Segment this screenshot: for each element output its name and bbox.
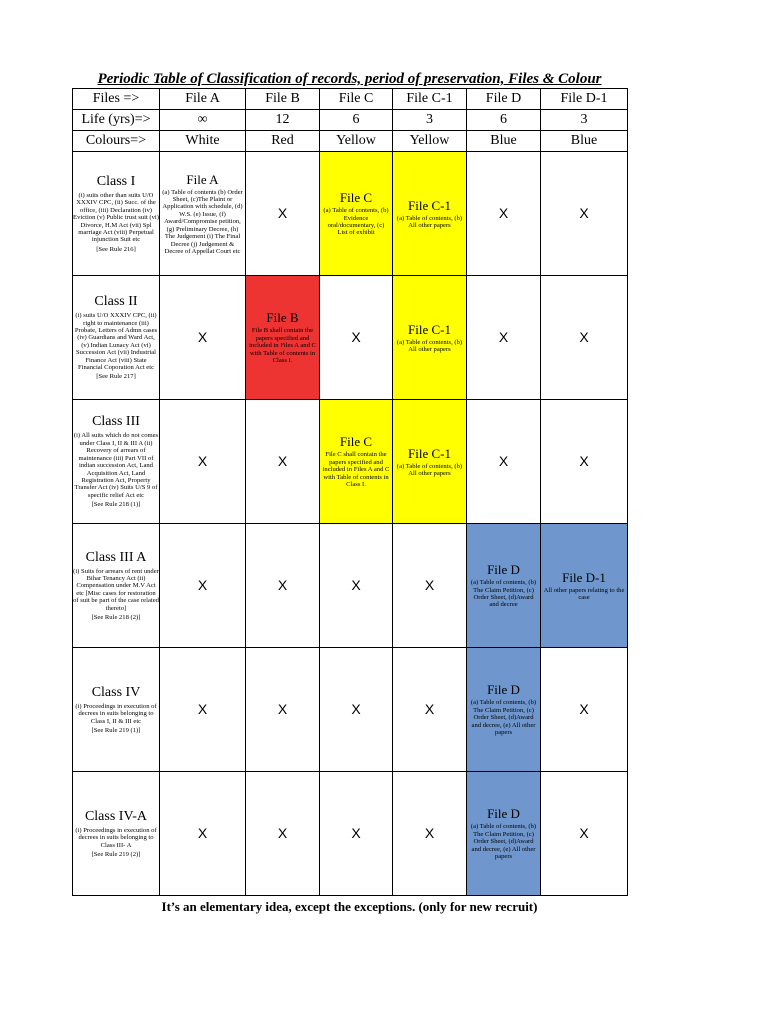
x-mark: X bbox=[498, 328, 509, 345]
class-description: (i) Suits for arrears of rent under Bihar Tenancy Act (ii) Compensation under M.V Act etc [Misc cases for restoration of suit be part of the case related thereto] bbox=[73, 567, 159, 612]
colours-col-c1: Yellow bbox=[393, 131, 467, 152]
file-c1-cell bbox=[393, 152, 467, 276]
class-row-class-iii bbox=[73, 400, 628, 524]
not-applicable-cell bbox=[541, 772, 628, 896]
colours-header-row bbox=[73, 131, 628, 152]
class-row-class-iv-a bbox=[73, 772, 628, 896]
class-row-class-i bbox=[73, 152, 628, 276]
x-mark: X bbox=[277, 204, 288, 221]
x-mark: X bbox=[197, 576, 208, 593]
not-applicable-cell bbox=[541, 400, 628, 524]
file-description: File B shall contain the papers specified and included in Files A and C with Table of contents in Class I. bbox=[249, 327, 316, 365]
not-applicable-cell bbox=[246, 400, 320, 524]
class-header bbox=[73, 276, 160, 400]
file-description: (a) Table of contents, (b) All other papers bbox=[396, 214, 463, 229]
class-description: (i) suits other than suits U/O XXXIV CPC, (ii) Succ. of the office, (iii) Declaration (iv) Eviction (v) Public trust suit (vi) Divorce, H.M Act (vii) Spl marriage Act (viii) Perpetual injunction Suit etc bbox=[73, 191, 159, 244]
file-b-cell bbox=[246, 276, 320, 400]
colours-col-c: Yellow bbox=[320, 131, 393, 152]
not-applicable-cell bbox=[393, 524, 467, 648]
class-name: Class I bbox=[96, 173, 136, 189]
not-applicable-cell bbox=[246, 152, 320, 276]
file-name: File D bbox=[487, 806, 520, 822]
class-description: (i) suits U/O XXXIV CPC, (ii) right to maintenance (iii) Probate, Letters of Admn cases (iv) Guardians and Ward Act, (v) Indian Lunacy Act (vi) Succession Act (vii) Industrial Finance Act (viii) State Financial Coporation Act etc bbox=[74, 312, 158, 372]
x-mark: X bbox=[351, 576, 361, 593]
file-d-cell bbox=[467, 772, 541, 896]
file-d-cell bbox=[467, 648, 541, 772]
not-applicable-cell bbox=[393, 772, 467, 896]
class-description: (i) Proceedings in execution of decrees in suits belonging to Class III- A bbox=[75, 826, 157, 849]
not-applicable-cell bbox=[160, 772, 246, 896]
life-col-c1: 3 bbox=[393, 110, 467, 131]
class-name: Class III bbox=[92, 414, 140, 430]
file-d1-cell bbox=[541, 524, 628, 648]
not-applicable-cell bbox=[160, 648, 246, 772]
class-rule: [See Rule 218 (1)] bbox=[91, 501, 141, 509]
class-row-class-ii bbox=[73, 276, 628, 400]
file-c1-cell bbox=[393, 400, 467, 524]
class-row-class-iii-a bbox=[73, 524, 628, 648]
colours-col-d1: Blue bbox=[541, 131, 628, 152]
class-header bbox=[73, 772, 160, 896]
file-name: File D bbox=[487, 562, 520, 578]
file-c-cell bbox=[320, 400, 393, 524]
class-rule: [See Rule 218 (2)] bbox=[91, 614, 141, 622]
file-name: File C-1 bbox=[408, 321, 451, 337]
files-col-c1: File C-1 bbox=[393, 89, 467, 110]
class-name: Class III A bbox=[85, 549, 147, 565]
colours-col-a: White bbox=[160, 131, 246, 152]
not-applicable-cell bbox=[246, 648, 320, 772]
x-mark: X bbox=[351, 700, 361, 717]
life-col-c: 6 bbox=[320, 110, 393, 131]
class-rule: [See Rule 219 (2)] bbox=[91, 850, 141, 858]
files-col-d1: File D-1 bbox=[541, 89, 628, 110]
x-mark: X bbox=[424, 700, 435, 717]
class-rule: [See Rule 216] bbox=[96, 245, 136, 253]
not-applicable-cell bbox=[393, 648, 467, 772]
class-name: Class IV-A bbox=[84, 808, 148, 824]
class-description: (i) All suits which do not comes under Class I, II & III A (ii) Recovery of arrears of maintenance (iii) Part VII of indian succession Act, Land Acquisition Act, Land Registration Act, Property Transfer Act (iv) Suits U/S 9 of specific relief Act etc bbox=[73, 432, 159, 499]
colours-col-b: Red bbox=[246, 131, 320, 152]
not-applicable-cell bbox=[541, 276, 628, 400]
not-applicable-cell bbox=[246, 772, 320, 896]
x-mark: X bbox=[579, 204, 589, 221]
life-header-row bbox=[73, 110, 628, 131]
file-description: (a) Table of contents, (b) All other papers bbox=[396, 338, 463, 353]
file-description: (a) Table of contents, (b) Evidence oral/documentary, (c) List of exhibit bbox=[323, 207, 389, 237]
file-description: (a) Table of contents (b) Order Sheet, (c)The Plaint or Application with schedule, (d) W.S. (e) Issue, (f) Award/Compromise petition, (g) Preliminary Decree, (h) The Judgement (i) The Final Decree (j) Judgement & Decree of Appellat Court etc bbox=[162, 188, 243, 255]
class-name: Class II bbox=[94, 294, 138, 310]
x-mark: X bbox=[277, 700, 288, 717]
class-row-class-iv bbox=[73, 648, 628, 772]
x-mark: X bbox=[351, 824, 361, 841]
files-header-row bbox=[73, 89, 628, 110]
class-header bbox=[73, 152, 160, 276]
life-col-a: ∞ bbox=[160, 110, 246, 131]
files-col-a: File A bbox=[160, 89, 246, 110]
class-header bbox=[73, 400, 160, 524]
file-c-cell bbox=[320, 152, 393, 276]
x-mark: X bbox=[277, 576, 288, 593]
x-mark: X bbox=[424, 824, 435, 841]
x-mark: X bbox=[277, 452, 288, 469]
x-mark: X bbox=[197, 824, 208, 841]
colours-row-label: Colours=> bbox=[73, 131, 160, 152]
x-mark: X bbox=[197, 452, 208, 469]
class-rule: [See Rule 217] bbox=[96, 373, 136, 381]
file-name: File B bbox=[266, 310, 299, 326]
life-col-b: 12 bbox=[246, 110, 320, 131]
class-name: Class IV bbox=[91, 684, 141, 700]
not-applicable-cell bbox=[246, 524, 320, 648]
not-applicable-cell bbox=[541, 152, 628, 276]
life-col-d1: 3 bbox=[541, 110, 628, 131]
not-applicable-cell bbox=[160, 400, 246, 524]
file-d-cell bbox=[467, 524, 541, 648]
file-c1-cell bbox=[393, 276, 467, 400]
page-title: Periodic Table of Classification of records, period of preservation, Files & Colour bbox=[97, 71, 602, 87]
not-applicable-cell bbox=[320, 772, 393, 896]
file-name: File C bbox=[339, 190, 373, 206]
x-mark: X bbox=[424, 576, 435, 593]
file-name: File D bbox=[487, 682, 520, 698]
file-name: File C-1 bbox=[408, 197, 451, 213]
files-col-c: File C bbox=[320, 89, 393, 110]
x-mark: X bbox=[579, 700, 589, 717]
colours-col-d: Blue bbox=[467, 131, 541, 152]
file-description: (a) Table of contents, (b) The Claim Petition, (c) Order Sheet, (d)Award and decree, (e) All other papers bbox=[470, 699, 537, 737]
class-header bbox=[73, 524, 160, 648]
class-header bbox=[73, 648, 160, 772]
life-col-d: 6 bbox=[467, 110, 541, 131]
file-description: (a) Table of contents, (b) The Claim Petition, (c) Order Sheet, (d)Award and decree bbox=[470, 579, 537, 609]
x-mark: X bbox=[579, 328, 589, 345]
x-mark: X bbox=[277, 824, 288, 841]
class-rule: [See Rule 219 (1)] bbox=[91, 726, 141, 734]
x-mark: X bbox=[197, 700, 208, 717]
files-row-label: Files => bbox=[73, 89, 160, 110]
not-applicable-cell bbox=[467, 276, 541, 400]
not-applicable-cell bbox=[320, 648, 393, 772]
not-applicable-cell bbox=[541, 648, 628, 772]
not-applicable-cell bbox=[320, 524, 393, 648]
files-col-b: File B bbox=[246, 89, 320, 110]
file-name: File C-1 bbox=[408, 445, 451, 461]
file-name: File D-1 bbox=[562, 569, 606, 585]
x-mark: X bbox=[498, 204, 509, 221]
x-mark: X bbox=[579, 452, 589, 469]
x-mark: X bbox=[579, 824, 589, 841]
not-applicable-cell bbox=[160, 276, 246, 400]
class-description: (i) Proceedings in execution of decrees in suits belonging to Class I, II & III etc bbox=[75, 702, 157, 725]
file-description: (a) Table of contents, (b) All other papers bbox=[396, 462, 463, 477]
file-name: File C bbox=[339, 434, 373, 450]
x-mark: X bbox=[197, 328, 208, 345]
file-a-cell bbox=[160, 152, 246, 276]
file-description: File C shall contain the papers specified and included in Files A and C with Table of contents in Class I. bbox=[322, 451, 390, 489]
not-applicable-cell bbox=[467, 400, 541, 524]
footer-note: It’s an elementary idea, except the exceptions. (only for new recruit) bbox=[161, 899, 538, 914]
x-mark: X bbox=[351, 328, 361, 345]
file-description: (a) Table of contents, (b) The Claim Petition, (c) Order Sheet, (d)Award and decree, (e) All other papers bbox=[470, 823, 537, 861]
file-description: All other papers relating to the case bbox=[543, 586, 625, 601]
file-name: File A bbox=[186, 171, 219, 187]
life-row-label: Life (yrs)=> bbox=[73, 110, 160, 131]
not-applicable-cell bbox=[320, 276, 393, 400]
not-applicable-cell bbox=[467, 152, 541, 276]
files-col-d: File D bbox=[467, 89, 541, 110]
x-mark: X bbox=[498, 452, 509, 469]
classification-table bbox=[72, 88, 628, 896]
not-applicable-cell bbox=[160, 524, 246, 648]
